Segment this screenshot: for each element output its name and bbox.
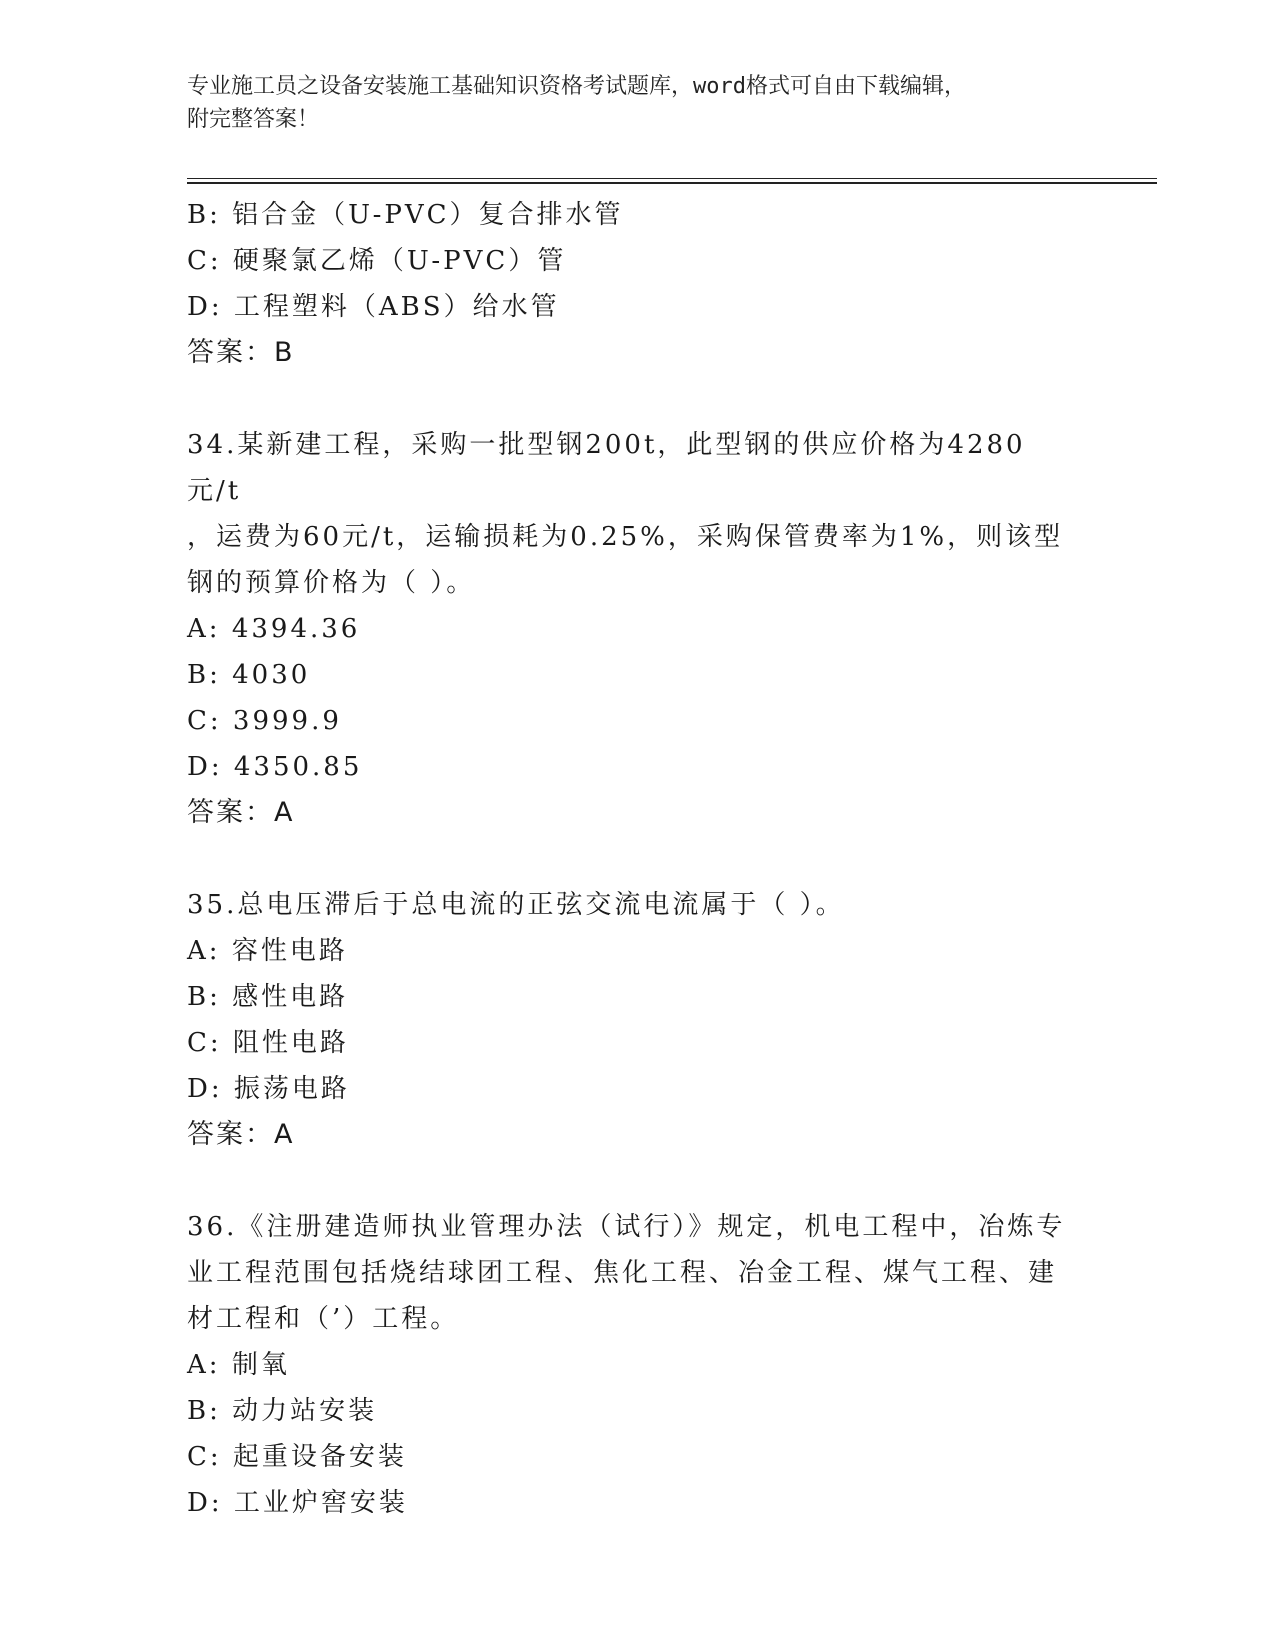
question-34 bbox=[187, 422, 1087, 836]
option-a: A: 容性电路 bbox=[187, 936, 348, 966]
option-a: A: 4394.36 bbox=[187, 614, 361, 644]
option-b: B: 感性电路 bbox=[187, 982, 349, 1012]
option-a: A: 制氧 bbox=[187, 1350, 290, 1380]
header-line-1: 专业施工员之设备安装施工基础知识资格考试题库，word格式可自由下载编辑， bbox=[187, 74, 966, 99]
answer-line: 答案：A bbox=[187, 797, 295, 828]
option-c: C: 硬聚氯乙烯（U-PVC）管 bbox=[187, 246, 567, 276]
option-b: B: 铝合金（U-PVC）复合排水管 bbox=[187, 200, 624, 230]
stem-line: 材工程和（’）工程。 bbox=[187, 1304, 460, 1334]
question-stem bbox=[187, 1204, 1077, 1342]
question-33-tail bbox=[187, 192, 1087, 376]
question-stem bbox=[187, 882, 1077, 928]
option-d: D: 4350.85 bbox=[187, 752, 363, 782]
stem-line: 业工程范围包括烧结球团工程、焦化工程、冶金工程、煤气工程、建 bbox=[187, 1258, 1058, 1288]
stem-line: 35.总电压滞后于总电流的正弦交流电流属于（ ）。 bbox=[187, 890, 845, 920]
option-b: B: 4030 bbox=[187, 660, 311, 690]
option-d: D: 工业炉窖安装 bbox=[187, 1488, 408, 1518]
answer-line: 答案：B bbox=[187, 337, 295, 368]
question-36 bbox=[187, 1204, 1087, 1526]
option-d: D: 振荡电路 bbox=[187, 1074, 350, 1104]
question-list bbox=[187, 192, 1087, 1526]
header-divider-thick bbox=[187, 182, 1157, 184]
header-line-2: 附完整答案！ bbox=[187, 107, 320, 132]
stem-line: 钢的预算价格为（ ）。 bbox=[187, 568, 476, 598]
answer-line: 答案：A bbox=[187, 1119, 295, 1150]
option-c: C: 3999.9 bbox=[187, 706, 342, 736]
stem-line: ，运费为60元/t，运输损耗为0.25%，采购保管费率为1%，则该型 bbox=[187, 522, 1064, 552]
option-d: D: 工程塑料（ABS）给水管 bbox=[187, 292, 560, 322]
stem-line: 36.《注册建造师执业管理办法（试行）》规定，机电工程中，冶炼专 bbox=[187, 1212, 1066, 1242]
question-35 bbox=[187, 882, 1087, 1158]
question-stem bbox=[187, 422, 1077, 606]
stem-line: 34.某新建工程，采购一批型钢200t，此型钢的供应价格为4280元/t bbox=[187, 430, 1026, 506]
document-header bbox=[187, 70, 1067, 136]
option-c: C: 阻性电路 bbox=[187, 1028, 349, 1058]
option-c: C: 起重设备安装 bbox=[187, 1442, 407, 1472]
option-b: B: 动力站安装 bbox=[187, 1396, 378, 1426]
header-divider-thin bbox=[187, 178, 1157, 179]
